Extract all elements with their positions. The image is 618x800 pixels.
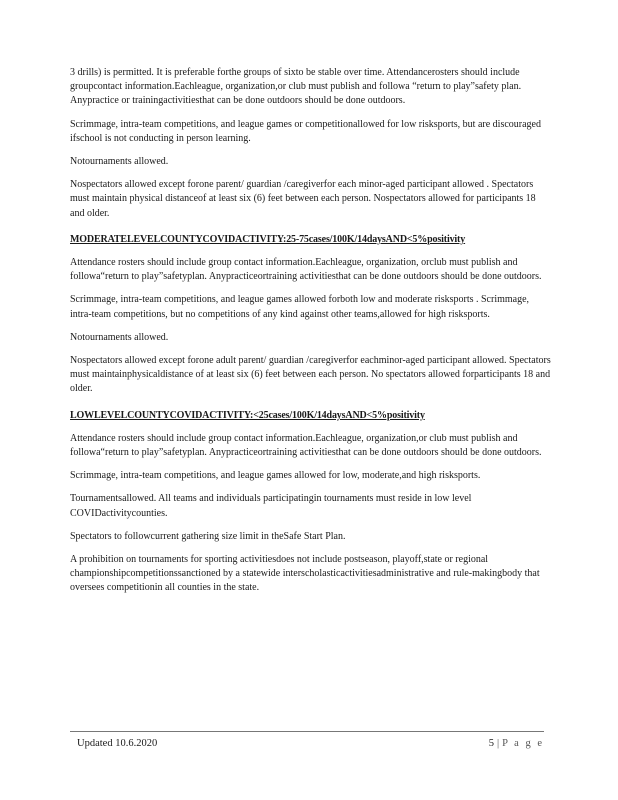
paragraph: Attendance rosters should include group contact information.Eachleague, organization, orclub must publish and followa“return to play”safetyplan. Anypracticeortraining activitiesthat can be done outdoors should be done outdoors. bbox=[70, 257, 542, 283]
paragraph: Scrimmage, intra-team competitions, and league games allowed for low, moderate,and high risksports. bbox=[70, 470, 481, 482]
paragraph: 3 drills) is permitted. It is preferable forthe groups of sixto be stable over time. Attendancerosters should include groupcontact information.Eachleague, organization,or club must publish and followa “return to play”safety plan. Anypractice or trainingactivitiesthat can be done outdoors should be done outdoors. bbox=[70, 67, 522, 107]
updated-date: Updated 10.6.2020 bbox=[77, 738, 158, 749]
paragraph: Notournaments allowed. bbox=[70, 331, 169, 343]
page-number: 5 bbox=[488, 738, 494, 749]
paragraph: Nospectators allowed except forone parent/ guardian /caregiverfor each minor-aged participant allowed . Spectators must maintain physical distanceof at least six (6) feet between each person. Nospectators allowed for participants 18 and older. bbox=[70, 179, 536, 219]
page-separator: | bbox=[496, 738, 500, 749]
page-number-block bbox=[489, 737, 544, 751]
paragraph: Scrimmage, intra-team competitions, and league games or competitionallowed for low risksports, but are discouraged ifschool is not conducting in person learning. bbox=[70, 118, 541, 144]
section-heading-low: LOWLEVELCOUNTYCOVIDACTIVITY:<25cases/100K/14daysAND<5%positivity bbox=[70, 409, 425, 421]
paragraph: Notournaments allowed. bbox=[70, 156, 169, 168]
document-body bbox=[70, 66, 551, 605]
page-label: P a g e bbox=[502, 738, 544, 749]
paragraph: Nospectators allowed except forone adult parent/ guardian /caregiverfor eachminor-aged participant allowed. Spectators must maintainphysicaldistance of at least six (6) feet between each person. No spectators allowed forparticipants 18 and older. bbox=[70, 355, 551, 395]
paragraph: Attendance rosters should include group contact information.Eachleague, organization,or club must publish and followa“return to play”safetyplan. Anypracticeortraining activitiesthat can be done outdoors should be done outdoors. bbox=[70, 432, 542, 459]
section-heading-moderate: MODERATELEVELCOUNTYCOVIDACTIVITY:25-75cases/100K/14daysAND<5%positivity bbox=[70, 233, 466, 245]
paragraph: Tournamentsallowed. All teams and individuals participatingin tournaments must reside in low level COVIDactivitycounties. bbox=[70, 493, 472, 519]
paragraph: Scrimmage, intra-team competitions, and league games allowed forboth low and moderate risksports . Scrimmage, intra-team competitions, but no competitions of any kind against other teams,allowed for high risksports. bbox=[70, 294, 530, 320]
page-footer bbox=[70, 731, 544, 749]
paragraph: Spectators to followcurrent gathering size limit in theSafe Start Plan. bbox=[70, 530, 346, 542]
paragraph: A prohibition on tournaments for sporting activitiesdoes not include postseason, playoff,state or regional championshipcompetitionssanctioned by a statewide interscholasticactivitiesadministrative and rule-makingbody that oversees competitionin all counties in the state. bbox=[70, 554, 540, 594]
